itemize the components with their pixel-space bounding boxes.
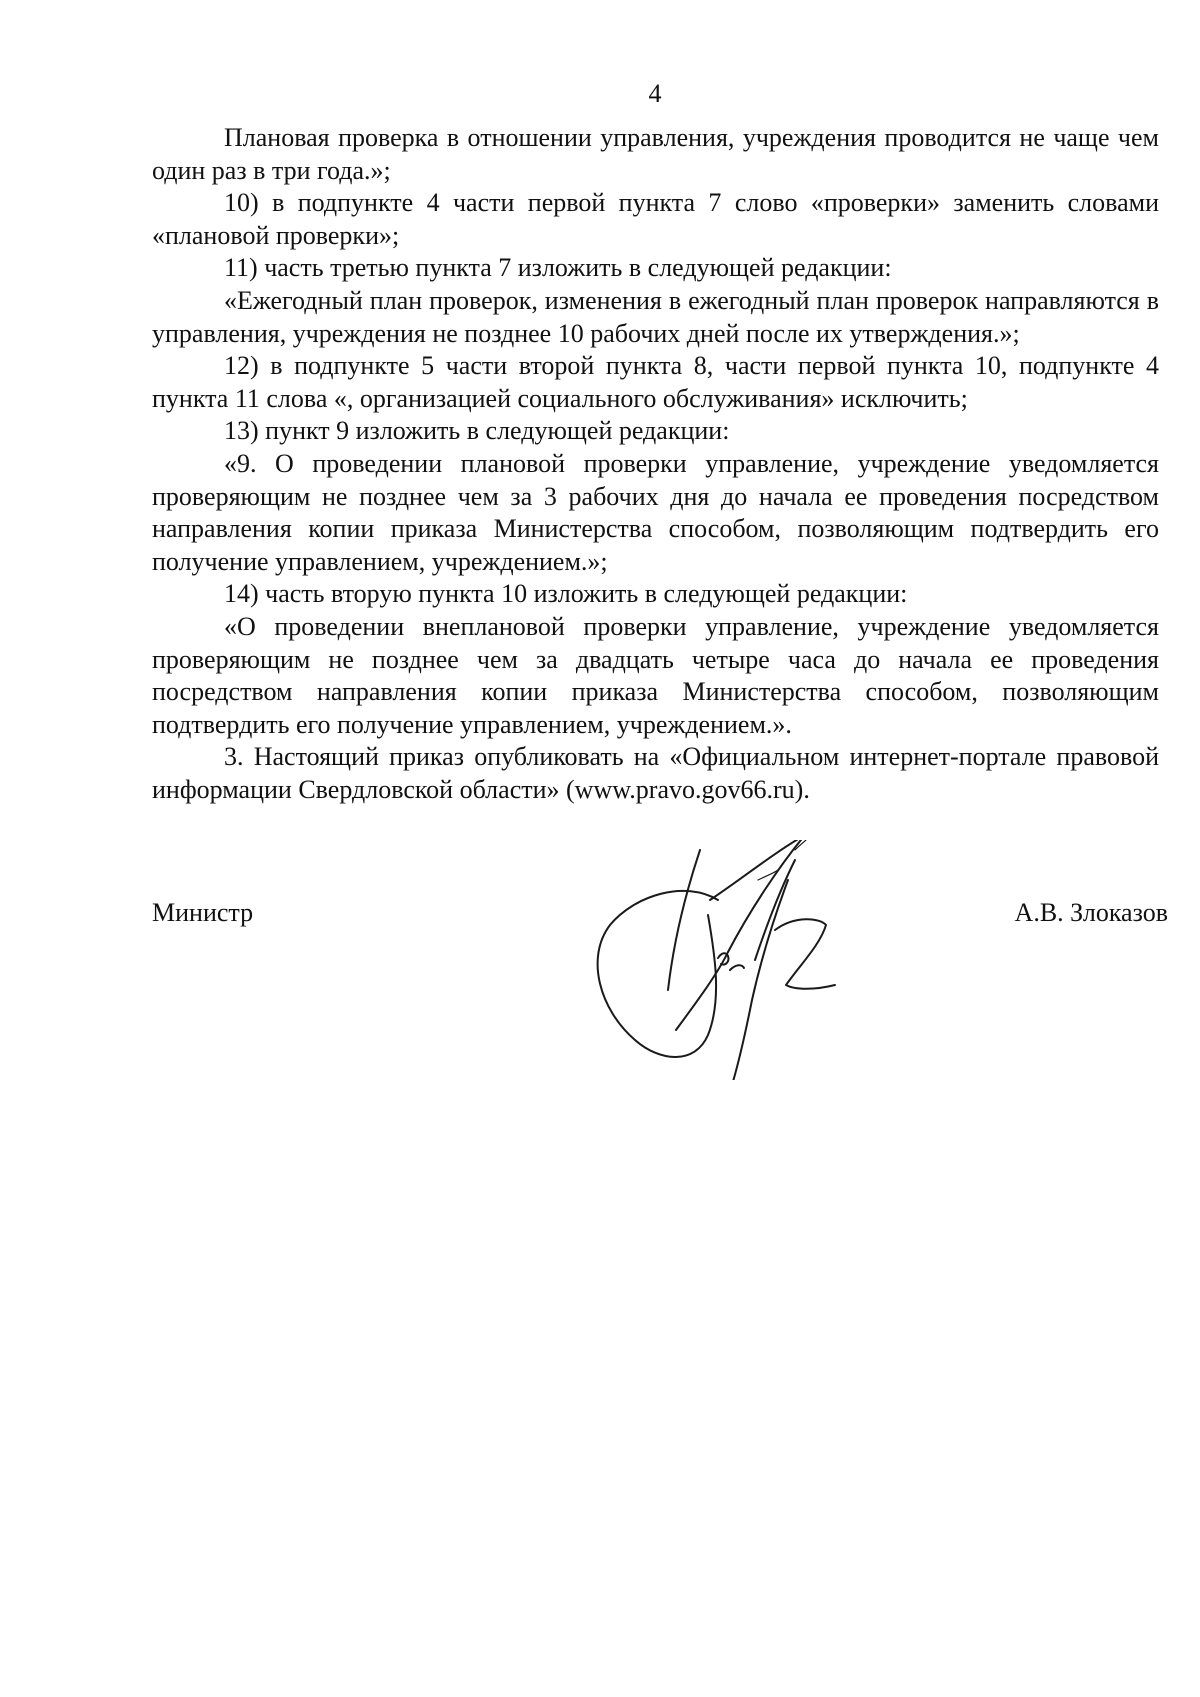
- paragraph-item-12: 12) в подпункте 5 части второй пункта 8, части первой пункта 10, подпункте 4 пункта 11 слова «, организацией социального обслуживания» исключить;: [152, 351, 1159, 413]
- handwritten-signature: [590, 840, 870, 1080]
- paragraph-item-14: 14) часть вторую пункта 10 изложить в следующей редакции:: [224, 579, 908, 609]
- paragraph-publication: 3. Настоящий приказ опубликовать на «Официальном интернет-портале правовой информации Свердловской области» (www.pravo.gov66.ru).: [152, 742, 1159, 804]
- paragraph-item-11-text: «Ежегодный план проверок, изменения в ежегодный план проверок направляются в управления, учреждения не позднее 10 рабочих дней после их утверждения.»;: [152, 285, 1159, 348]
- page-number: 4: [648, 79, 662, 108]
- paragraph-item-13: 13) пункт 9 изложить в следующей редакции:: [224, 416, 730, 446]
- signer-name: А.В. Злоказов: [1014, 898, 1168, 927]
- paragraph-item-11: 11) часть третью пункта 7 изложить в следующей редакции:: [224, 253, 892, 283]
- paragraph-item-10: 10) в подпункте 4 части первой пункта 7 слово «проверки» заменить словами «плановой проверки»;: [152, 188, 1159, 250]
- paragraph-plan-frequency: Плановая проверка в отношении управления, учреждения проводится не чаще чем один раз в три года.»;: [152, 123, 1159, 185]
- paragraph-item-13-text: «9. О проведении плановой проверки управление, учреждение уведомляется проверяющим не позднее чем за 3 рабочих дня до начала ее проведения посредством направления копии приказа Министерства способом, позволяющим подтвердить его получение управлением, учреждением.»;: [152, 448, 1159, 576]
- paragraph-item-14-text: «О проведении внеплановой проверки управление, учреждение уведомляется проверяющим не позднее чем за двадцать четыре часа до начала ее проведения посредством направления копии приказа Министерства способом, позволяющим подтвердить его получение управлением, учреждением.».: [152, 611, 1159, 739]
- signer-title: Министр: [152, 898, 254, 927]
- document-body: [152, 122, 1159, 806]
